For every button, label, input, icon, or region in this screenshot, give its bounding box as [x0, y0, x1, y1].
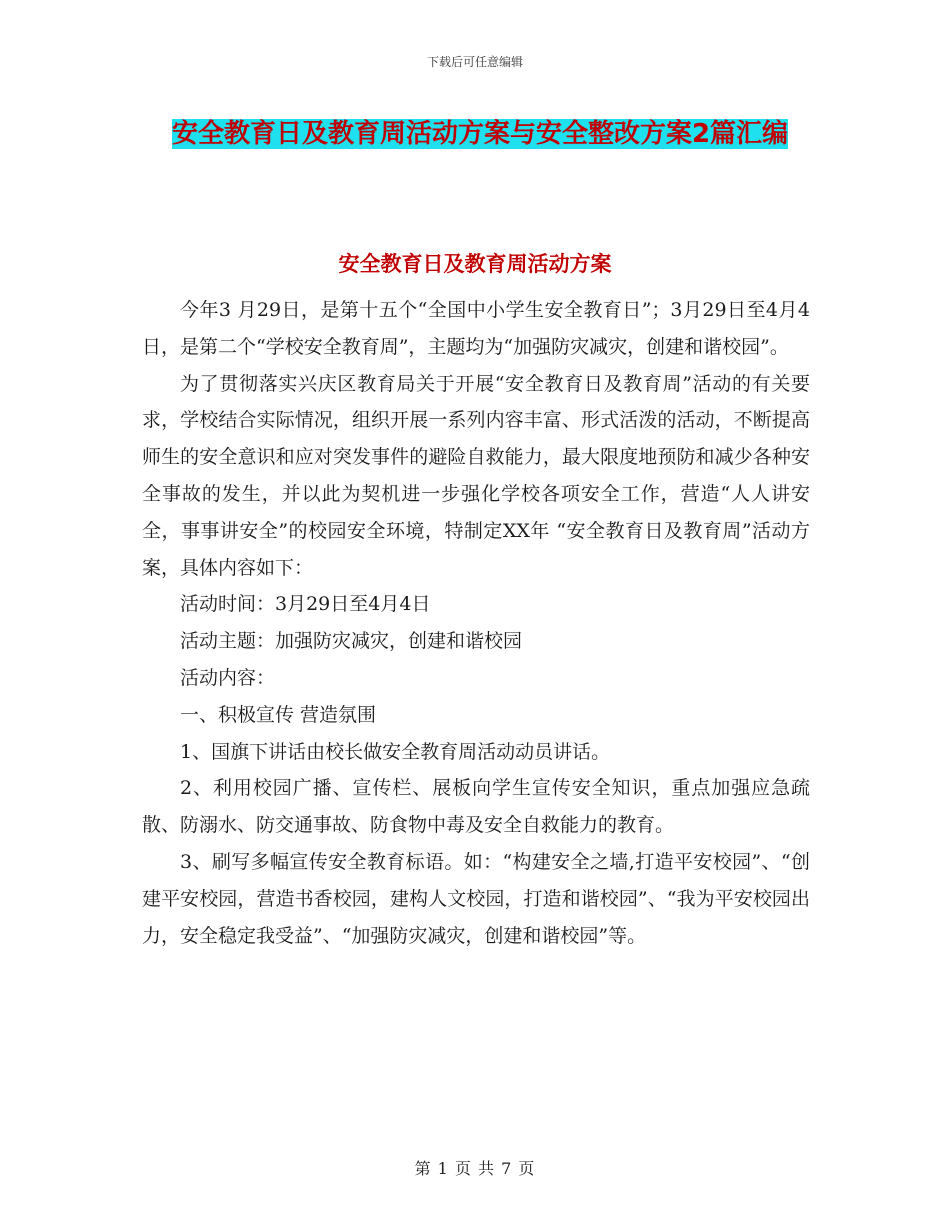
paragraph-item-3: 3、刷写多幅宣传安全教育标语。如：“构建安全之墙,打造平安校园”、“创建平安校园，营造书香校园，建构人文校园，打造和谐校园”、“我为平安校园出力，安全稳定我受益”、“加强防灾减灾，创建和谐校园”等。	[142, 850, 810, 947]
header-note: 下载后可任意编辑	[426, 55, 523, 69]
paragraph-heading-publicity: 一、积极宣传 营造氛围	[180, 703, 377, 726]
paragraph-item-2: 2、利用校园广播、宣传栏、展板向学生宣传安全知识，重点加强应急疏散、防溺水、防交通事故、防食物中毒及安全自救能力的教育。	[142, 777, 810, 837]
page-footer: 第 1 页 共 7 页	[414, 1159, 536, 1178]
document-body	[142, 292, 810, 954]
paragraph-activity-content: 活动内容：	[180, 666, 276, 689]
paragraph-item-1: 1、国旗下讲话由校长做安全教育周活动动员讲话。	[180, 740, 611, 763]
paragraph-activity-theme: 活动主题：加强防灾减灾，创建和谐校园	[180, 630, 523, 653]
document-title	[150, 112, 810, 156]
paragraph-activity-time: 活动时间：3月29日至4月4日	[180, 593, 431, 616]
document-title-text: 安全教育日及教育周活动方案与安全整改方案2篇汇编	[171, 119, 789, 149]
paragraph-purpose: 为了贯彻落实兴庆区教育局关于开展“安全教育日及教育周”活动的有关要求，学校结合实际情况，组织开展一系列内容丰富、形式活泼的活动，不断提高师生的安全意识和应对突发事件的避险自救能力，最大限度地预防和减少各种安全事故的发生，并以此为契机进一步强化学校各项安全工作，营造“人人讲安全，事事讲安全”的校园安全环境，特制定XX年 “安全教育日及教育周”活动方案，具体内容如下：	[142, 372, 810, 579]
section-title: 安全教育日及教育周活动方案	[338, 252, 612, 276]
paragraph-intro: 今年3 月29日，是第十五个“全国中小学生安全教育日”；3月29日至4月4日，是第二个“学校安全教育周”，主题均为“加强防灾减灾，创建和谐校园”。	[142, 299, 810, 358]
